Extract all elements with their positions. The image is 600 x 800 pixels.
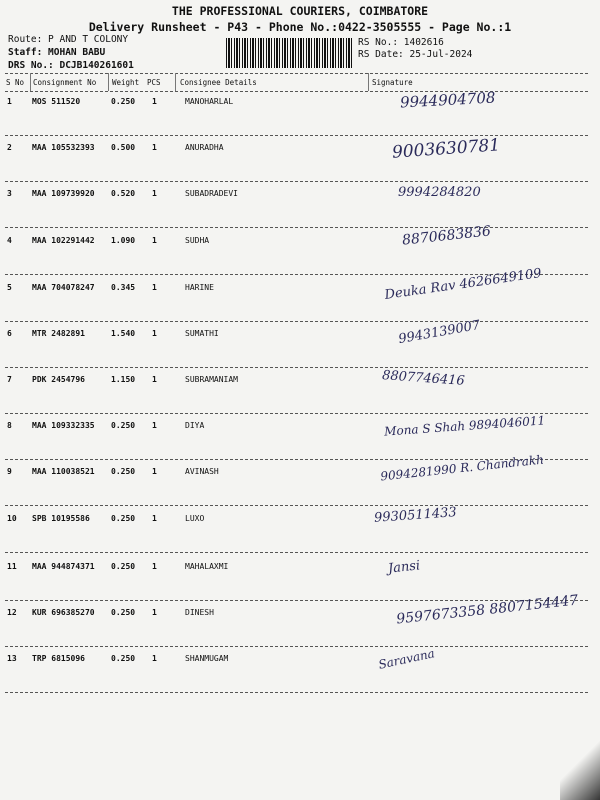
row-serial: 10: [7, 514, 17, 523]
row-serial: 9: [7, 467, 12, 476]
col-divider: [108, 73, 109, 91]
col-header-sno: S No: [6, 78, 25, 87]
row-pcs: 1: [152, 97, 157, 106]
col-divider: [30, 73, 31, 91]
row-pcs: 1: [152, 189, 157, 198]
row-signature: 9597673358 8807154447: [395, 592, 579, 628]
row-consignment-no: MTR 2482891: [32, 329, 85, 338]
row-weight: 0.500: [111, 143, 136, 152]
row-pcs: 1: [152, 329, 157, 338]
row-signature: Mona S Shah 9894046011: [383, 413, 546, 439]
row-weight: 0.250: [111, 654, 136, 663]
col-header-pcs: PCS: [147, 78, 161, 87]
row-signature: 9944904708: [399, 88, 496, 112]
col-header-signature: Signature: [372, 78, 413, 87]
row-pcs: 1: [152, 236, 157, 245]
row-pcs: 1: [152, 283, 157, 292]
row-signature: Saravana: [377, 646, 436, 672]
row-signature: 8870683836: [401, 223, 492, 249]
row-consignment-no: PDK 2454796: [32, 375, 85, 384]
row-pcs: 1: [152, 654, 157, 663]
row-separator: [5, 552, 588, 553]
row-consignment-no: MOS 511520: [32, 97, 81, 106]
row-serial: 4: [7, 236, 12, 245]
row-weight: 0.250: [111, 97, 136, 106]
row-consignee: SUDHA: [185, 236, 210, 245]
row-separator: [5, 692, 588, 693]
scan-shadow: [560, 740, 600, 800]
row-separator: [5, 413, 588, 414]
row-separator: [5, 135, 588, 136]
row-consignee: MANOHARLAL: [185, 97, 234, 106]
row-signature: 9994284820: [398, 185, 481, 200]
row-pcs: 1: [152, 467, 157, 476]
barcode: [226, 38, 354, 68]
row-consignee: ANURADHA: [185, 143, 224, 152]
row-separator: [5, 646, 588, 647]
col-divider: [368, 73, 369, 91]
runsheet-subtitle: Delivery Runsheet - P43 - Phone No.:0422-3505555 - Page No.:1: [88, 20, 512, 34]
row-consignment-no: KUR 696385270: [32, 608, 95, 617]
row-serial: 11: [7, 562, 17, 571]
row-separator: [5, 227, 588, 228]
row-serial: 2: [7, 143, 12, 152]
row-consignee: SUBRAMANIAM: [185, 375, 238, 384]
row-pcs: 1: [152, 375, 157, 384]
staff-label: Staff: MOHAN BABU: [8, 47, 106, 58]
row-signature: 9930511433: [373, 505, 458, 526]
row-consignment-no: MAA 944874371: [32, 562, 95, 571]
row-signature: 9943139007: [397, 317, 482, 348]
row-consignment-no: MAA 105532393: [32, 143, 95, 152]
row-weight: 0.520: [111, 189, 136, 198]
row-serial: 3: [7, 189, 12, 198]
row-signature: 9094281990 R. Chandrakh: [379, 452, 545, 484]
rs-date: RS Date: 25-Jul-2024: [358, 49, 473, 60]
row-weight: 1.150: [111, 375, 136, 384]
drs-number: DRS No.: DCJB140261601: [8, 60, 134, 71]
rs-number: RS No.: 1402616: [358, 37, 444, 48]
row-consignment-no: MAA 109739920: [32, 189, 95, 198]
row-serial: 7: [7, 375, 12, 384]
row-pcs: 1: [152, 608, 157, 617]
row-consignment-no: MAA 110038521: [32, 467, 95, 476]
row-signature: Jansi: [387, 558, 421, 577]
row-signature: Deuka Rav 4626649109: [383, 266, 543, 303]
row-consignment-no: SPB 10195586: [32, 514, 90, 523]
row-weight: 0.250: [111, 514, 136, 523]
row-consignment-no: MAA 704078247: [32, 283, 95, 292]
row-consignment-no: TRP 6815096: [32, 654, 85, 663]
row-pcs: 1: [152, 562, 157, 571]
row-weight: 1.540: [111, 329, 136, 338]
route-label: Route: P AND T COLONY: [8, 34, 129, 45]
row-separator: [5, 181, 588, 182]
row-consignee: DINESH: [185, 608, 214, 617]
row-consignee: MAHALAXMI: [185, 562, 229, 571]
row-pcs: 1: [152, 421, 157, 430]
row-consignment-no: MAA 109332335: [32, 421, 95, 430]
row-weight: 0.250: [111, 562, 136, 571]
row-signature: 8807746416: [381, 368, 466, 389]
row-consignee: SUBADRADEVI: [185, 189, 238, 198]
row-serial: 5: [7, 283, 12, 292]
row-separator: [5, 321, 588, 322]
header-bottom-rule: [5, 91, 588, 92]
row-consignee: SUMATHI: [185, 329, 219, 338]
col-divider: [175, 73, 176, 91]
row-serial: 12: [7, 608, 17, 617]
row-weight: 0.345: [111, 283, 136, 292]
row-separator: [5, 505, 588, 506]
row-signature: 9003630781: [391, 135, 501, 163]
row-weight: 1.090: [111, 236, 136, 245]
header-top-rule: [5, 73, 588, 74]
row-serial: 6: [7, 329, 12, 338]
company-title: THE PROFESSIONAL COURIERS, COIMBATORE: [171, 4, 429, 18]
row-serial: 13: [7, 654, 17, 663]
row-serial: 1: [7, 97, 12, 106]
row-serial: 8: [7, 421, 12, 430]
row-consignee: DIYA: [185, 421, 205, 430]
row-separator: [5, 367, 588, 368]
row-consignment-no: MAA 102291442: [32, 236, 95, 245]
col-header-weight: Weight: [112, 78, 140, 87]
row-pcs: 1: [152, 514, 157, 523]
row-consignee: LUXO: [185, 514, 205, 523]
row-weight: 0.250: [111, 608, 136, 617]
col-header-consignee: Consignee Details: [180, 78, 257, 87]
col-header-consignment: Consignment No: [33, 78, 97, 87]
row-consignee: HARINE: [185, 283, 214, 292]
row-weight: 0.250: [111, 467, 136, 476]
row-weight: 0.250: [111, 421, 136, 430]
row-pcs: 1: [152, 143, 157, 152]
row-consignee: SHANMUGAM: [185, 654, 229, 663]
row-consignee: AVINASH: [185, 467, 219, 476]
